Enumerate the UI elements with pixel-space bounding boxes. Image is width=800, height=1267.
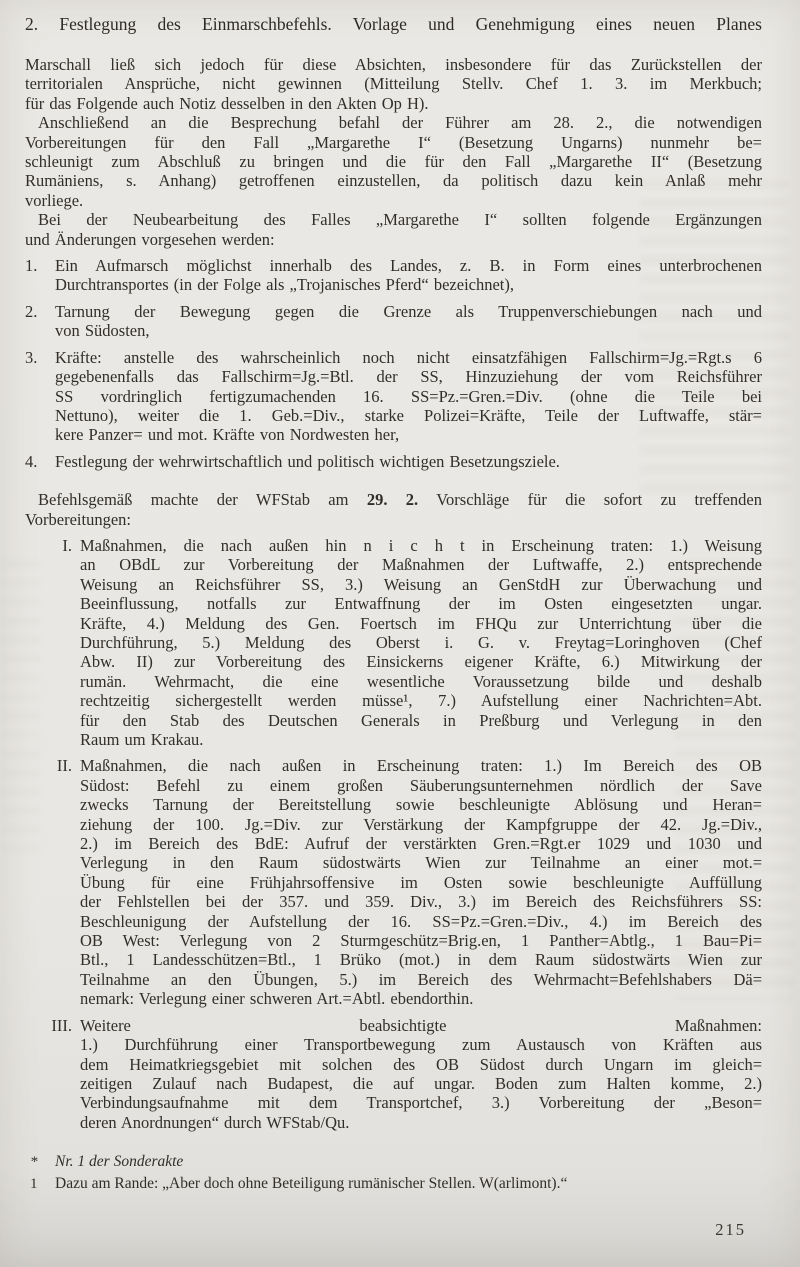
text-line: vorliege. (25, 190, 84, 210)
item-body (55, 302, 762, 341)
item-body (55, 452, 762, 471)
paragraph (25, 55, 762, 113)
text-line: Kräfte, 4.) Meldung des Gen. Foertsch im FHQu zur Unterrichtung über die (80, 613, 762, 633)
item-marker: 1. (25, 256, 38, 276)
text-line: und Änderungen vorgesehen werden: (25, 229, 275, 249)
text-line: Nettuno), weiter die 1. Geb.=Div., starke Polizei=Kräfte, Teile der Luftwaffe, stär= (55, 405, 762, 425)
text-line: Übung für eine Frühjahrsoffensive im Osten sowie beschleunigte Auffüllung (80, 872, 762, 892)
text-column (25, 12, 762, 1240)
text-line: zwecks Tarnung der Bereitstellung sowie beschleunigte Ablösung und Heran= (80, 795, 762, 815)
text-line: kere Panzer= und mot. Kräfte von Nordwesten her, (55, 425, 400, 445)
text-line: Durchführung, 5.) Meldung des Oberst i. G. v. Freytag=Loringhoven (Chef (80, 632, 762, 652)
text-line: ziehung der 100. Jg.=Div. zur Verstärkung der Kampfgruppe der 42. Jg.=Div., (80, 814, 762, 834)
text-line: dem Heimatkriegsgebiet mit solchen des OB Südost durch Ungarn im gleich= (80, 1054, 762, 1074)
paragraph (25, 490, 762, 529)
item-body (80, 1016, 762, 1132)
page-number: 215 (715, 1220, 746, 1240)
item-marker: 2. (25, 301, 38, 321)
text-line: Beschleunigung der Aufstellung der 16. SS=Pz.=Gren.=Div., 4.) im Bereich des (80, 911, 762, 931)
item-body (55, 256, 762, 295)
text-line: Rumäniens, s. Anhang) getroffenen einzustellen, da politisch dazu kein Anlaß mehr (25, 171, 762, 191)
list-item (25, 256, 762, 295)
text-line: OB West: Verlegung von 2 Sturmgeschütz=Brig.en, 1 Panther=Abtlg., 1 Bau=Pi= (80, 931, 762, 951)
footnote (25, 1174, 762, 1194)
text-line: Maßnahmen, die nach außen in Erscheinung traten: 1.) Im Bereich des OB (80, 756, 762, 776)
item-marker: I. (62, 535, 72, 555)
text-line: gegebenenfalls das Fallschirm=Jg.=Btl. der SS, Hinzuziehung der vom Reichsführer (55, 367, 762, 387)
item-marker: II. (56, 756, 72, 776)
text-line: Vorbereitungen: (25, 509, 132, 529)
text-line: Abw. II) zur Vorbereitung des Einsickerns eigener Kräfte, 6.) Mitwirkung der (80, 652, 762, 672)
text-line: deren Anordnungen“ durch WFStab/Qu. (80, 1112, 350, 1132)
paragraph (25, 210, 762, 249)
section-heading: 2. Festlegung des Einmarschbefehls. Vorlage und Genehmigung eines neuen Planes (25, 14, 762, 34)
footnote-marker: * (30, 1154, 38, 1171)
text-line: Maßnahmen, die nach außen hin n i c h t in Erscheinung traten: 1.) Weisung (80, 535, 762, 555)
text-line: Ein Aufmarsch möglichst innerhalb des Landes, z. B. in Form eines unterbrochenen (55, 256, 762, 276)
text-line: von Südosten, (55, 321, 150, 341)
list-item (25, 452, 762, 471)
text-line: Btl., 1 Landesschützen=Btl., 1 Brüko (mot.) in dem Raum südostwärts Wien zur (80, 950, 762, 970)
text-line: Festlegung der wehrwirtschaftlich und politisch wichtigen Besetzungsziele. (55, 451, 560, 471)
text-line: Marschall ließ sich jedoch für diese Absichten, insbesondere für das Zurückstellen der (25, 55, 762, 74)
text-line: Verbindungsaufnahme mit dem Transportchef, 3.) Vorbereitung der „Beson= (80, 1093, 762, 1113)
text-line: Durchtransportes (in der Folge als „Trojanisches Pferd“ bezeichnet), (55, 275, 515, 295)
text-line: rumän. Wehrmacht, die eine wesentliche Voraussetzung bilde und deshalb (80, 671, 762, 691)
text-line: Vorbereitungen für den Fall „Margarethe I“ (Besetzung Ungarns) nunmehr be= (25, 132, 762, 152)
text-line: Bei der Neubearbeitung des Falles „Margarethe I“ sollten folgende Ergänzungen (38, 210, 762, 230)
text-line: rechtzeitig sichergestellt werden müsse¹, 7.) Aufstellung einer Nachrichten=Abt. (80, 691, 762, 711)
footnote-marker: 1 (30, 1176, 38, 1193)
roman-item (25, 756, 762, 1008)
text-line: für den Stab des Deutschen Generals in Preßburg und Verlegung in den (80, 710, 762, 730)
text-line: Anschließend an die Besprechung befahl der Führer am 28. 2., die notwendigen (38, 113, 762, 133)
text-line: Südost: Befehl zu einem großen Säuberungsunternehmen nördlich der Save (80, 775, 762, 795)
text-line: Verlegung in den Raum südostwärts Wien zur Teilnahme an einer mot.= (80, 853, 762, 873)
text-blocks (25, 55, 762, 1132)
item-body (55, 348, 762, 445)
text-line: Befehlsgemäß machte der WFStab am 29. 2. Vorschläge für die sofort zu treffenden (38, 490, 762, 510)
list-item (25, 348, 762, 445)
text-line: schleunigt zum Abschluß zu bringen und die für den Fall „Margarethe II“ (Besetzung (25, 152, 762, 172)
item-marker: III. (51, 1015, 72, 1035)
text-line: zeitigen Zulauf nach Budapest, die auf ungar. Boden zum Halten komme, 2.) (80, 1073, 762, 1093)
text-line: für das Folgende auch Notiz desselben in den Akten Op H). (25, 93, 429, 113)
footnote-text: Dazu am Rande: „Aber doch ohne Beteiligung rumänischer Stellen. W(arlimont).“ (55, 1175, 568, 1193)
text-line: 2.) im Bereich des BdE: Aufruf der verstärkten Gren.=Rgt.er 1029 und 1030 und (80, 834, 762, 854)
item-body (80, 536, 762, 749)
text-line: Raum um Krakau. (80, 730, 204, 749)
text-line: SS vordringlich fertigzumachenden 16. SS=Pz.=Gren.=Div. (ohne die Teile bei (55, 386, 762, 406)
text-line: Beeinflussung, notfalls zur Entwaffnung der im Osten eingesetzten ungar. (80, 594, 762, 614)
text-line: Kräfte: anstelle des wahrscheinlich noch nicht einsatzfähigen Fallschirm=Jg.=Rgt.s 6 (55, 347, 762, 367)
roman-item (25, 536, 762, 749)
text-line: 1.) Durchführung einer Transportbewegung zum Austausch von Kräften aus (80, 1035, 762, 1055)
text-line: Weitere beabsichtigte Maßnahmen: (80, 1015, 762, 1035)
text-line: Tarnung der Bewegung gegen die Grenze als Truppenverschiebungen nach und (55, 301, 762, 321)
item-body (80, 756, 762, 1008)
text-line: Weisung an Reichsführer SS, 3.) Weisung an GenStdH zur Überwachung und (80, 574, 762, 594)
footnote (25, 1152, 762, 1172)
text-line: an OBdL zur Vorbereitung der Maßnahmen der Luftwaffe, 2.) entsprechende (80, 555, 762, 575)
footnote-text: Nr. 1 der Sonderakte (55, 1153, 184, 1171)
list-item (25, 302, 762, 341)
footnotes (25, 1152, 762, 1194)
text-line: nemark: Verlegung einer schweren Art.=Abtl. ebendorthin. (80, 989, 474, 1009)
text-line: territorialen Ansprüche, nicht gewinnen (Mitteilung Stellv. Chef 1. 3. im Merkbuch; (25, 74, 762, 94)
paragraph (25, 113, 762, 210)
text-line: der Fehlstellen bei der 357. und 359. Div., 3.) im Bereich des Reichsführers SS: (80, 892, 762, 912)
text-line: Teilnahme an den Übungen, 5.) im Bereich des Wehrmacht=Befehlshabers Dä= (80, 969, 762, 989)
roman-item (25, 1016, 762, 1132)
item-marker: 3. (25, 347, 38, 367)
item-marker: 4. (25, 451, 38, 471)
